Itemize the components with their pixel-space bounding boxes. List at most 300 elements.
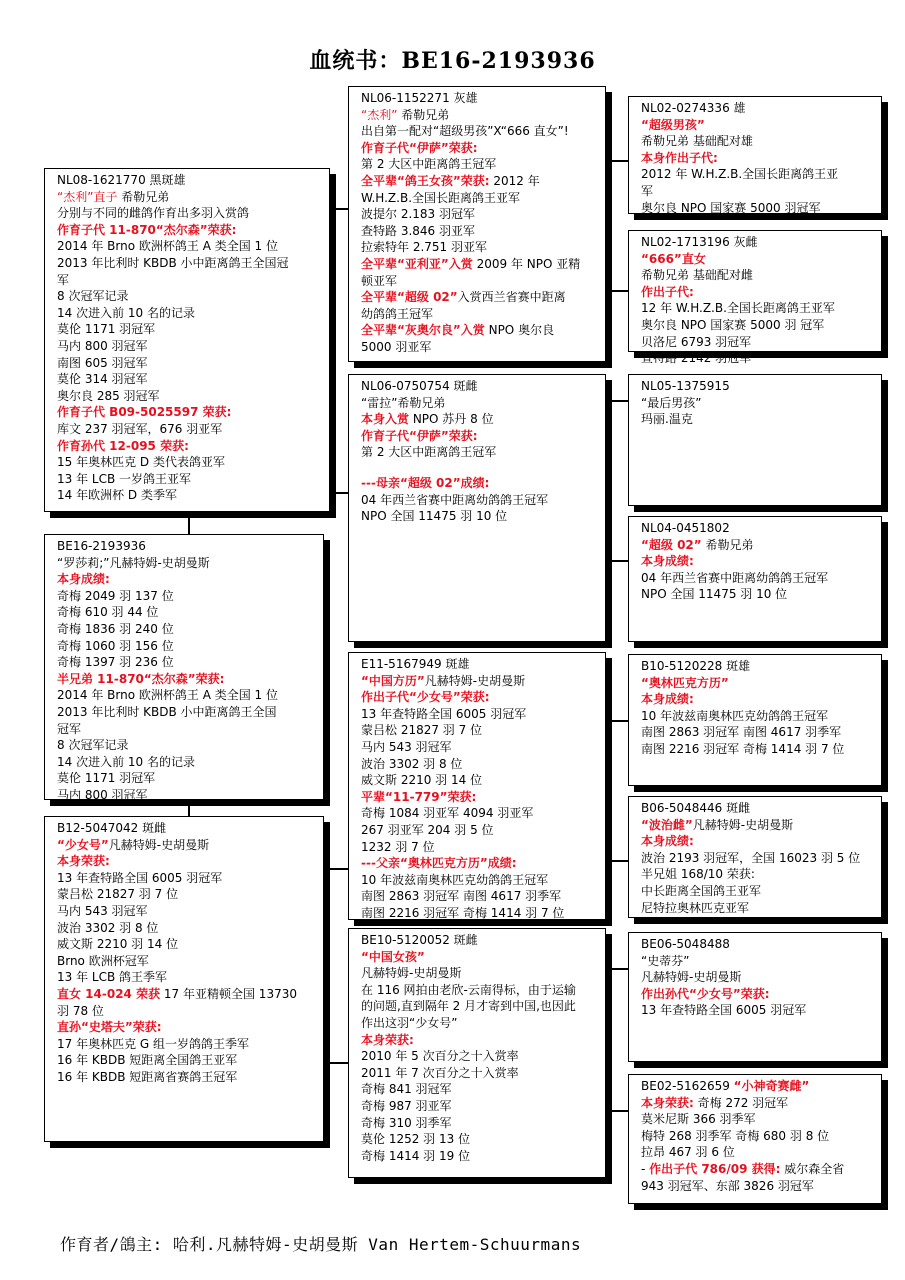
card-line xyxy=(641,166,873,183)
text-span: 5000 羽亚军 xyxy=(361,339,432,354)
card-line xyxy=(641,133,873,150)
text-span: 奇梅 987 羽亚军 xyxy=(361,1098,452,1113)
text-span: 13 年查特路全国 6005 羽冠军 xyxy=(641,1003,807,1018)
card-line xyxy=(361,1032,597,1049)
text-span: 马内 800 羽冠军 xyxy=(57,338,148,353)
text-span: 267 羽亚军 204 羽 5 位 xyxy=(361,822,494,837)
text-span: 南图 2216 羽冠军 奇梅 1414 羽 7 位 xyxy=(361,905,565,920)
card-line xyxy=(361,306,597,323)
text-span: NL04-0451802 xyxy=(641,521,730,535)
card-line xyxy=(641,691,873,708)
card-line xyxy=(641,675,873,692)
text-span: 2014 年 Brno 欧洲杯鸽王 A 类全国 1 位 xyxy=(57,239,278,254)
text-span: NL02-0274336 雄 xyxy=(641,101,746,115)
text-span: “中国女孩” xyxy=(361,949,425,964)
great-grand-card-6 xyxy=(628,796,882,918)
card-line xyxy=(57,255,321,272)
text-span: 凡赫特姆-史胡曼斯 xyxy=(641,970,742,985)
connector-line xyxy=(330,492,348,494)
text-span: 奥尔良 NPO 国家赛 5000 羽冠军 xyxy=(641,200,821,215)
card-line xyxy=(361,1015,597,1032)
text-span: 全平辈“亚利亚”入赏 xyxy=(361,256,473,271)
text-span: NL05-1375915 xyxy=(641,379,730,393)
card-line xyxy=(361,789,597,806)
text-span: 943 羽冠军、东部 3826 羽冠军 xyxy=(641,1178,814,1193)
text-span: 本身作出子代: xyxy=(641,150,718,165)
card-line xyxy=(57,571,315,588)
card-line xyxy=(57,588,315,605)
great-grand-card-2 xyxy=(628,230,882,366)
card-line xyxy=(641,1111,873,1128)
text-span: 凡赫特姆-史胡曼斯 xyxy=(361,966,462,981)
card-line xyxy=(57,189,321,206)
text-span: 8 次冠军记录 xyxy=(57,289,129,304)
text-span: 马内 543 羽冠军 xyxy=(361,739,452,754)
card-line xyxy=(57,238,321,255)
card-line xyxy=(361,1131,597,1148)
text-span: 12 年 W.H.Z.B.全国长距离鸽王亚军 xyxy=(641,301,835,316)
card-line xyxy=(641,267,873,284)
text-span: 南图 2216 羽冠军 奇梅 1414 羽 7 位 xyxy=(641,741,845,756)
text-span: - xyxy=(641,1161,650,1176)
ring-number xyxy=(641,936,873,953)
card-line xyxy=(641,537,873,554)
text-span: 13 年查特路全国 6005 羽冠军 xyxy=(361,706,527,721)
card-line xyxy=(57,454,321,471)
text-span: 10 年波兹南奥林匹克幼鸽鸽王冠军 xyxy=(361,872,549,887)
granddam-maternal-card xyxy=(348,928,606,1178)
text-span: “雷拉”希勒兄弟 xyxy=(361,395,446,410)
text-span: “波治雌” xyxy=(641,817,693,832)
text-span: NL02-1713196 灰雌 xyxy=(641,235,758,249)
card-line xyxy=(57,421,321,438)
text-span: 查特路 2142 羽冠军 xyxy=(641,351,752,366)
great-grand-card-8 xyxy=(628,1074,882,1204)
text-span: 14 年欧洲杯 D 类季军 xyxy=(57,488,177,503)
grandsire-paternal-card xyxy=(348,86,606,362)
card-line xyxy=(361,1098,597,1115)
card-line xyxy=(361,905,597,922)
grandsire-maternal-card xyxy=(348,652,606,920)
text-span: 作出子代: xyxy=(641,284,694,299)
card-line xyxy=(57,404,321,421)
great-grand-card-7 xyxy=(628,932,882,1062)
text-span: “少女号” xyxy=(57,837,109,852)
text-span: ---母亲“超级 02”成绩: xyxy=(361,475,490,490)
text-span: 南图 2863 羽冠军 南图 4617 羽季军 xyxy=(641,725,842,740)
card-line xyxy=(361,965,597,982)
text-span: 本身荣获: xyxy=(361,1032,414,1047)
text-span: 半兄弟 11-870“杰尔森”荣获: xyxy=(57,671,225,686)
card-line xyxy=(57,920,315,937)
card-line xyxy=(361,756,597,773)
card-line xyxy=(641,741,873,758)
card-line xyxy=(361,673,597,690)
text-span: 16 年 KBDB 短距离省赛鸽王冠军 xyxy=(57,1069,238,1084)
card-line xyxy=(57,837,315,854)
card-line xyxy=(641,1095,873,1112)
text-span: 本身荣获: xyxy=(641,1095,694,1110)
card-line xyxy=(361,156,597,173)
card-line xyxy=(361,1081,597,1098)
card-line xyxy=(361,1115,597,1132)
card-line xyxy=(57,687,315,704)
card-line xyxy=(57,936,315,953)
text-span: 的问题,直到隔年 2 月才寄到中国,也因此 xyxy=(361,999,576,1014)
text-span: 威文斯 2210 羽 14 位 xyxy=(57,937,179,952)
text-span: 波治 3302 羽 8 位 xyxy=(57,920,159,935)
card-line xyxy=(57,471,321,488)
text-span: 凡赫特姆-史胡曼斯 xyxy=(692,817,794,832)
card-line xyxy=(57,205,321,222)
great-grand-card-1 xyxy=(628,96,882,214)
card-line xyxy=(57,487,321,504)
card-line xyxy=(57,754,315,771)
card-line xyxy=(57,969,315,986)
text-span: 希勒兄弟 xyxy=(117,189,170,204)
card-line xyxy=(361,508,597,525)
card-line xyxy=(361,411,597,428)
text-span: 本身荣获: xyxy=(57,854,110,869)
text-span: 2013 年比利时 KBDB 小中距离鸽王全国 xyxy=(57,704,277,719)
card-line xyxy=(57,288,321,305)
card-line xyxy=(57,355,321,372)
text-span: 希勒兄弟 xyxy=(397,107,450,122)
card-line xyxy=(641,817,873,834)
text-span: 作育孙代 12-095 荣获: xyxy=(57,438,189,453)
card-line xyxy=(361,428,597,445)
text-span: 1232 羽 7 位 xyxy=(361,839,435,854)
text-span: “中国方历” xyxy=(361,673,425,688)
card-line xyxy=(641,284,873,301)
text-span: 17 年亚精顿全国 13730 xyxy=(160,986,297,1001)
sire-card xyxy=(44,168,330,512)
text-span: 羽 78 位 xyxy=(57,1003,104,1018)
card-line xyxy=(57,770,315,787)
text-span: 本身入赏 xyxy=(361,412,410,427)
text-span: 莫伦 1171 羽冠军 xyxy=(57,771,156,786)
text-span: 奇梅 1836 羽 240 位 xyxy=(57,621,174,636)
ring-number xyxy=(641,234,873,251)
text-span: 南图 605 羽冠军 xyxy=(57,355,148,370)
card-line xyxy=(57,671,315,688)
text-span: B10-5120228 斑雄 xyxy=(641,659,751,673)
text-span: E11-5167949 斑雄 xyxy=(361,657,470,671)
text-span: “小神奇赛雌” xyxy=(733,1079,810,1093)
text-span: 奥尔良 285 羽冠军 xyxy=(57,388,160,403)
text-span: 尼特拉奥林匹克亚军 xyxy=(641,900,750,915)
text-span: 直孙“史塔夫”荣获: xyxy=(57,1020,162,1035)
connector-line xyxy=(606,400,628,402)
text-span: 15 年奥林匹克 D 类代表鸽亚军 xyxy=(57,455,225,470)
card-line xyxy=(361,190,597,207)
card-line xyxy=(361,475,597,492)
text-span: B12-5047042 斑雌 xyxy=(57,821,167,835)
text-span: 库文 237 羽冠军，676 羽亚军 xyxy=(57,421,223,436)
text-span: 8 次冠军记录 xyxy=(57,738,129,753)
card-line xyxy=(361,256,597,273)
ring-number xyxy=(641,100,873,117)
card-line xyxy=(641,395,873,412)
text-span: NPO 全国 11475 羽 10 位 xyxy=(361,509,508,524)
card-line xyxy=(361,739,597,756)
text-span: 威尔森全省 xyxy=(780,1161,845,1176)
card-line xyxy=(361,998,597,1015)
text-span: 入赏西兰省赛中距离 xyxy=(457,290,566,305)
text-span: 17 年奥林匹克 G 组一岁鸽鸽王季军 xyxy=(57,1036,250,1051)
text-span: Brno 欧洲杯冠军 xyxy=(57,953,149,968)
text-span: “罗莎莉;”凡赫特姆-史胡曼斯 xyxy=(57,555,210,570)
card-line xyxy=(361,140,597,157)
card-line xyxy=(361,689,597,706)
text-span: 10 年波兹南奥林匹克幼鸽鸽王冠军 xyxy=(641,708,829,723)
text-span: 凡赫特姆-史胡曼斯 xyxy=(424,673,526,688)
text-span: 梅特 268 羽季军 奇梅 680 羽 8 位 xyxy=(641,1128,830,1143)
text-span: 莫伦 314 羽冠军 xyxy=(57,372,148,387)
card-line xyxy=(361,772,597,789)
text-span: 蒙吕松 21827 羽 7 位 xyxy=(57,887,179,902)
card-line xyxy=(641,1128,873,1145)
card-line xyxy=(361,888,597,905)
text-span: ---父亲“奥林匹克方历”成绩: xyxy=(361,856,517,871)
card-line xyxy=(641,1002,873,1019)
card-line xyxy=(361,722,597,739)
card-line xyxy=(361,239,597,256)
text-span: NL06-1152271 灰雄 xyxy=(361,91,478,105)
card-line xyxy=(641,724,873,741)
card-line xyxy=(361,339,597,356)
card-line xyxy=(641,883,873,900)
connector-line xyxy=(324,1062,348,1064)
text-span: BE16-2193936 xyxy=(57,539,146,553)
card-line xyxy=(641,251,873,268)
connector-line xyxy=(324,868,348,870)
card-line xyxy=(641,586,873,603)
text-span: 本身成绩: xyxy=(641,554,694,569)
spacer xyxy=(361,461,597,475)
card-line xyxy=(57,338,321,355)
card-line xyxy=(641,969,873,986)
card-line xyxy=(57,853,315,870)
connector-line xyxy=(606,560,628,562)
text-span: 玛丽.温克 xyxy=(641,412,693,427)
ring-number xyxy=(641,800,873,817)
ring-number xyxy=(361,932,597,949)
text-span: “超级男孩” xyxy=(641,117,705,132)
connector-line xyxy=(606,160,628,162)
text-span: 分别与不同的雌鸽作育出多羽入赏鸽 xyxy=(57,206,250,221)
great-grand-card-3 xyxy=(628,374,882,506)
card-line xyxy=(361,444,597,461)
text-span: 作出子代 786/09 获得: xyxy=(649,1161,781,1176)
text-span: 04 年西兰省赛中距离幼鸽鸽王冠军 xyxy=(361,492,549,507)
text-span: “史蒂芬” xyxy=(641,953,690,968)
text-span: 马内 800 羽冠军 xyxy=(57,787,148,802)
text-span: 莫伦 1171 羽冠军 xyxy=(57,322,156,337)
text-span: 奇梅 841 羽冠军 xyxy=(361,1082,452,1097)
card-line xyxy=(361,982,597,999)
text-span: 在 116 网拍由老欣-云南得标，由于运输 xyxy=(361,982,576,997)
card-line xyxy=(641,866,873,883)
ring-number xyxy=(57,172,321,189)
text-span: 2012 年 xyxy=(489,173,540,188)
text-span: 直女 14-024 荣获 xyxy=(57,986,161,1001)
card-line xyxy=(641,900,873,917)
text-span: BE02-5162659 xyxy=(641,1079,734,1093)
text-span: 奇梅 310 羽季军 xyxy=(361,1115,452,1130)
text-span: 奇梅 1060 羽 156 位 xyxy=(57,638,174,653)
connector-line xyxy=(606,968,628,970)
card-line xyxy=(57,555,315,572)
text-span: NL08-1621770 黑斑雄 xyxy=(57,173,186,187)
card-line xyxy=(641,150,873,167)
card-line xyxy=(361,223,597,240)
text-span: 2010 年 5 次百分之十入赏率 xyxy=(361,1049,519,1064)
text-span: 贝洛尼 6793 羽冠军 xyxy=(641,334,752,349)
text-span: 作育子代 B09-5025597 荣获: xyxy=(57,405,232,420)
text-span: 奇梅 1414 羽 19 位 xyxy=(361,1148,471,1163)
dam-card xyxy=(44,816,324,1142)
text-span: 莫伦 1252 羽 13 位 xyxy=(361,1132,471,1147)
card-line xyxy=(641,1144,873,1161)
text-span: 2014 年 Brno 欧洲杯鸽王 A 类全国 1 位 xyxy=(57,688,278,703)
card-line xyxy=(641,200,873,217)
text-span: 作出孙代“少女号”荣获: xyxy=(641,986,770,1001)
text-span: NPO 苏丹 8 位 xyxy=(409,412,494,427)
text-span: 13 年查特路全国 6005 羽冠军 xyxy=(57,870,223,885)
connector-line xyxy=(606,1110,628,1112)
card-line xyxy=(361,123,597,140)
card-line xyxy=(641,350,873,367)
text-span: BE06-5048488 xyxy=(641,937,730,951)
text-span: 威文斯 2210 羽 14 位 xyxy=(361,773,483,788)
connector-line xyxy=(606,720,628,722)
ring-number xyxy=(641,658,873,675)
card-line xyxy=(361,273,597,290)
text-span: 16 年 KBDB 短距离全国鸽王亚军 xyxy=(57,1053,238,1068)
text-span: “杰利” xyxy=(361,107,398,122)
text-span: 中长距离全国鸽王亚军 xyxy=(641,883,762,898)
card-line xyxy=(361,395,597,412)
great-grand-card-4 xyxy=(628,516,882,642)
text-span: 13 年 LCB 鸽王季军 xyxy=(57,970,168,985)
card-line xyxy=(361,206,597,223)
text-span: 奇梅 272 羽冠军 xyxy=(693,1095,789,1110)
text-span: 凡赫特姆-史胡曼斯 xyxy=(108,837,210,852)
text-span: 04 年西兰省赛中距离幼鸽鸽王冠军 xyxy=(641,570,829,585)
ring-number xyxy=(57,820,315,837)
card-line xyxy=(57,903,315,920)
card-line xyxy=(57,1069,315,1086)
card-line xyxy=(641,1161,873,1178)
card-line xyxy=(641,953,873,970)
text-span: 第 2 大区中距离鸽王冠军 xyxy=(361,445,497,460)
text-span: 第 2 大区中距离鸽王冠军 xyxy=(361,157,497,172)
text-span: 2012 年 W.H.Z.B.全国长距离鸽王亚 xyxy=(641,167,839,182)
text-span: “666”直女 xyxy=(641,251,706,266)
card-line xyxy=(641,300,873,317)
text-span: 作育子代“伊萨”荣获: xyxy=(361,428,478,443)
card-line xyxy=(641,1178,873,1195)
text-span: 波治 3302 羽 8 位 xyxy=(361,756,463,771)
text-span: 全平辈“超级 02” xyxy=(361,290,458,305)
text-span: 莫米尼斯 366 羽季军 xyxy=(641,1112,756,1127)
text-span: 幼鸽鸽王冠军 xyxy=(361,306,434,321)
card-line xyxy=(57,388,321,405)
text-span: 奇梅 610 羽 44 位 xyxy=(57,605,159,620)
text-span: 冠军 xyxy=(57,721,82,736)
card-line xyxy=(361,706,597,723)
card-line xyxy=(57,704,315,721)
granddam-paternal-card xyxy=(348,374,606,642)
card-line xyxy=(641,833,873,850)
text-span: 波治 2193 羽冠军，全国 16023 羽 5 位 xyxy=(641,850,861,865)
ring-number xyxy=(361,90,597,107)
card-line xyxy=(361,1065,597,1082)
text-span: 平辈“11-779”荣获: xyxy=(361,789,477,804)
card-line xyxy=(641,570,873,587)
card-line xyxy=(57,638,315,655)
card-line xyxy=(361,839,597,856)
card-line xyxy=(361,1048,597,1065)
card-line xyxy=(57,721,315,738)
text-span: 14 次进入前 10 名的记录 xyxy=(57,305,195,320)
card-line xyxy=(641,708,873,725)
text-span: 13 年 LCB 一岁鸽王亚军 xyxy=(57,471,192,486)
card-line xyxy=(57,953,315,970)
card-line xyxy=(641,411,873,428)
text-span: 奇梅 1397 羽 236 位 xyxy=(57,655,174,670)
text-span: 希勒兄弟 xyxy=(701,537,754,552)
card-line xyxy=(361,322,597,339)
card-line xyxy=(57,604,315,621)
ring-number xyxy=(361,378,597,395)
card-line xyxy=(641,986,873,1003)
text-span: 作育子代 11-870“杰尔森”荣获: xyxy=(57,222,237,237)
text-span: BE10-5120052 斑雌 xyxy=(361,933,478,947)
card-line xyxy=(361,173,597,190)
card-line xyxy=(641,334,873,351)
ring-number xyxy=(641,520,873,537)
text-span: 本身成绩: xyxy=(57,572,110,587)
card-line xyxy=(361,107,597,124)
text-span: 军 xyxy=(641,183,654,198)
text-span: 2009 年 NPO 亚精 xyxy=(472,256,581,271)
card-line xyxy=(57,321,321,338)
text-span: 马内 543 羽冠军 xyxy=(57,903,148,918)
connector-line xyxy=(606,290,628,292)
card-line xyxy=(57,737,315,754)
text-span: 作育子代“伊萨”荣获: xyxy=(361,140,478,155)
subject-card xyxy=(44,534,324,800)
text-span: “奥林匹克方历” xyxy=(641,675,729,690)
card-line xyxy=(57,1036,315,1053)
text-span: NPO 奥尔良 xyxy=(484,323,555,338)
text-span: 本身成绩: xyxy=(641,834,694,849)
connector-line xyxy=(606,860,628,862)
great-grand-card-5 xyxy=(628,654,882,786)
ring-number xyxy=(641,378,873,395)
card-line xyxy=(57,870,315,887)
text-span: 希勒兄弟 基础配对雌 xyxy=(641,268,753,283)
text-span: 全平辈“灰奥尔良”入赏 xyxy=(361,323,485,338)
text-span: 2013 年比利时 KBDB 小中距离鸽王全国冠 xyxy=(57,255,289,270)
card-line xyxy=(361,492,597,509)
text-span: 南图 2863 羽冠军 南图 4617 羽季军 xyxy=(361,889,562,904)
card-line xyxy=(57,986,315,1003)
text-span: 全平辈“鸽王女孩”荣获: xyxy=(361,173,490,188)
text-span: 查特路 3.846 羽亚军 xyxy=(361,223,475,238)
